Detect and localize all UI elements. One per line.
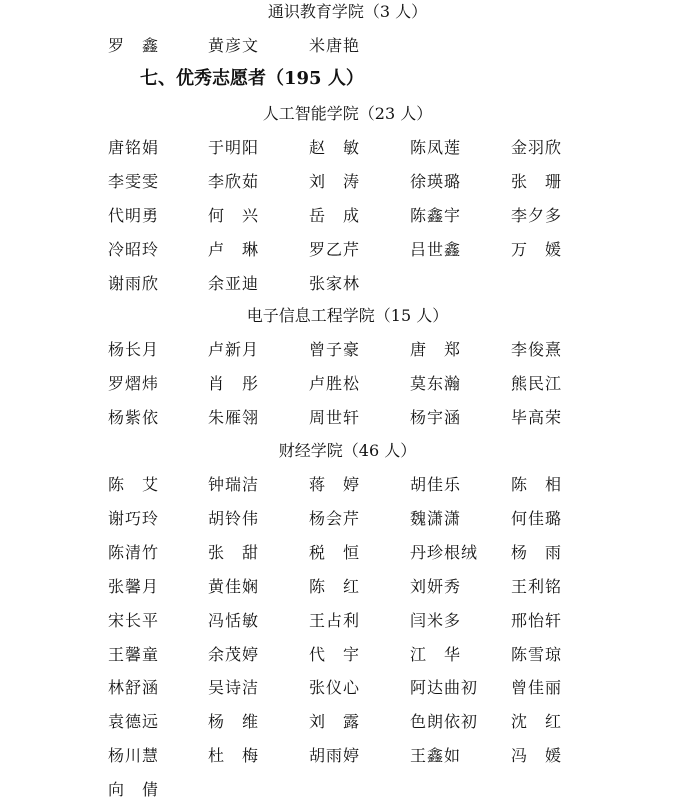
person-name: 胡铃伟 <box>208 508 260 528</box>
person-name: 冯 媛 <box>511 746 563 766</box>
person-name: 杜 梅 <box>208 746 260 766</box>
name-row <box>0 137 695 159</box>
person-name: 杨宇涵 <box>410 407 462 427</box>
college-heading: 财经学院（46 人） <box>278 441 417 460</box>
person-name: 罗 鑫 <box>108 36 160 55</box>
person-name: 余茂婷 <box>208 644 260 664</box>
person-name: 张 甜 <box>208 542 260 562</box>
person-name: 色朗依初 <box>410 712 479 732</box>
name-row <box>0 205 695 227</box>
person-name: 曾子豪 <box>309 340 361 359</box>
person-name: 陈 红 <box>309 576 361 596</box>
person-name: 代明勇 <box>108 205 160 225</box>
person-name: 邢怡轩 <box>511 610 563 630</box>
person-name: 何佳璐 <box>511 508 563 528</box>
person-name: 陈清竹 <box>108 542 160 562</box>
person-name: 于明阳 <box>208 138 260 157</box>
person-name: 李俊熹 <box>511 340 563 359</box>
person-name: 熊民江 <box>511 373 563 393</box>
person-name: 王馨童 <box>108 644 160 664</box>
name-row <box>0 779 695 801</box>
person-name: 杨 维 <box>208 712 260 732</box>
college-heading: 电子信息工程学院（15 人） <box>246 306 449 325</box>
person-name: 唐铭娟 <box>108 138 160 157</box>
name-row <box>0 711 695 733</box>
person-name: 陈凤莲 <box>410 138 462 157</box>
person-name: 黄彦文 <box>208 36 260 55</box>
name-row <box>0 239 695 261</box>
person-name: 陈鑫宇 <box>410 205 462 225</box>
college-heading: 通识教育学院（3 人） <box>267 2 428 21</box>
person-name: 王利铭 <box>511 576 563 596</box>
person-name: 罗熠炜 <box>108 373 160 393</box>
person-name: 万 媛 <box>511 239 563 259</box>
person-name: 黄佳娴 <box>208 576 260 596</box>
name-row <box>0 273 695 295</box>
person-name: 岳 成 <box>309 205 361 225</box>
name-row <box>0 542 695 564</box>
person-name: 唐 郑 <box>410 340 462 359</box>
person-name: 林舒涵 <box>108 678 160 698</box>
person-name: 徐瑛璐 <box>410 171 462 191</box>
person-name: 周世轩 <box>309 407 361 427</box>
person-name: 杨川慧 <box>108 746 160 766</box>
name-row <box>0 35 695 57</box>
person-name: 谢巧玲 <box>108 508 160 528</box>
person-name: 何 兴 <box>208 205 260 225</box>
person-name: 金羽欣 <box>511 138 563 157</box>
person-name: 杨紫依 <box>108 407 160 427</box>
person-name: 丹珍根绒 <box>410 542 479 562</box>
person-name: 吴诗洁 <box>208 678 260 698</box>
person-name: 杨 雨 <box>511 542 563 562</box>
name-row <box>0 677 695 699</box>
person-name: 王鑫如 <box>410 746 462 766</box>
person-name: 陈雪琼 <box>511 644 563 664</box>
person-name: 沈 红 <box>511 712 563 732</box>
person-name: 冷昭玲 <box>108 239 160 259</box>
person-name: 卢新月 <box>208 340 260 359</box>
person-name: 刘 涛 <box>309 171 361 191</box>
person-name: 陈 相 <box>511 475 563 494</box>
person-name: 向 倩 <box>108 780 160 800</box>
person-name: 李雯雯 <box>108 171 160 191</box>
person-name: 毕高荣 <box>511 407 563 427</box>
person-name: 杨会芹 <box>309 508 361 528</box>
person-name: 魏潇潇 <box>410 508 462 528</box>
person-name: 朱雁翎 <box>208 407 260 427</box>
college-heading: 人工智能学院（23 人） <box>262 104 433 123</box>
person-name: 余亚迪 <box>208 273 260 293</box>
person-name: 谢雨欣 <box>108 273 160 293</box>
person-name: 冯恬敏 <box>208 610 260 630</box>
person-name: 李夕多 <box>511 205 563 225</box>
section-heading: 七、优秀志愿者（195 人） <box>140 68 364 89</box>
person-name: 阿达曲初 <box>410 678 479 698</box>
person-name: 罗乙芹 <box>309 239 361 259</box>
name-row <box>0 576 695 598</box>
person-name: 张家林 <box>309 273 361 293</box>
person-name: 张 珊 <box>511 171 563 191</box>
name-row <box>0 610 695 632</box>
person-name: 江 华 <box>410 644 462 664</box>
person-name: 陈 艾 <box>108 475 160 494</box>
person-name: 刘妍秀 <box>410 576 462 596</box>
person-name: 胡雨婷 <box>309 746 361 766</box>
person-name: 钟瑞洁 <box>208 475 260 494</box>
person-name: 卢胜松 <box>309 373 361 393</box>
name-row <box>0 745 695 767</box>
person-name: 袁德远 <box>108 712 160 732</box>
person-name: 米唐艳 <box>309 36 361 55</box>
name-row <box>0 508 695 530</box>
person-name: 张馨月 <box>108 576 160 596</box>
person-name: 莫东瀚 <box>410 373 462 393</box>
name-row <box>0 644 695 666</box>
person-name: 胡佳乐 <box>410 475 462 494</box>
person-name: 宋长平 <box>108 610 160 630</box>
person-name: 赵 敏 <box>309 138 361 157</box>
name-row <box>0 171 695 193</box>
person-name: 李欣茹 <box>208 171 260 191</box>
person-name: 杨长月 <box>108 340 160 359</box>
name-row <box>0 407 695 429</box>
person-name: 吕世鑫 <box>410 239 462 259</box>
person-name: 张仪心 <box>309 678 361 698</box>
person-name: 曾佳丽 <box>511 678 563 698</box>
person-name: 代 宇 <box>309 644 361 664</box>
name-row <box>0 339 695 361</box>
name-row <box>0 474 695 496</box>
person-name: 刘 露 <box>309 712 361 732</box>
person-name: 税 恒 <box>309 542 361 562</box>
name-row <box>0 373 695 395</box>
person-name: 卢 琳 <box>208 239 260 259</box>
person-name: 闫米多 <box>410 610 462 630</box>
person-name: 肖 彤 <box>208 373 260 393</box>
person-name: 王占利 <box>309 610 361 630</box>
person-name: 蒋 婷 <box>309 475 361 494</box>
